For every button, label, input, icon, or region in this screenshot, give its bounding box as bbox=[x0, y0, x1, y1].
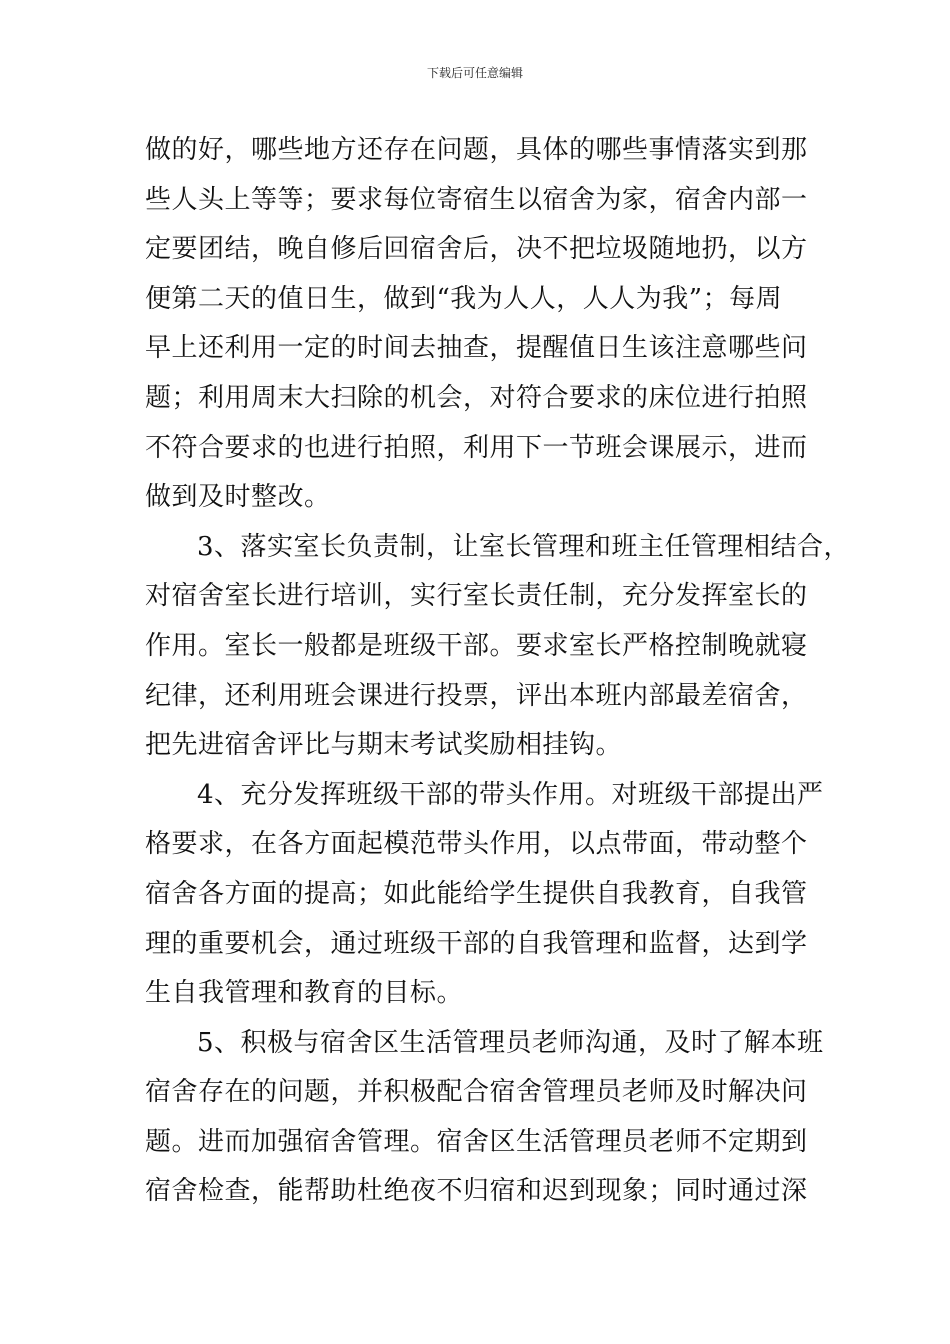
document-body bbox=[145, 126, 851, 1217]
page-header: 下载后可任意编辑 bbox=[426, 66, 523, 80]
text-line: 作用。室长一般都是班级干部。要求室长严格控制晚就寝 bbox=[145, 630, 808, 661]
text-line: 不符合要求的也进行拍照，利用下一节班会课展示，进而 bbox=[145, 432, 808, 463]
text-line: 生自我管理和教育的目标。 bbox=[145, 978, 464, 1009]
text-line: 把先进宿舍评比与期末考试奖励相挂钩。 bbox=[145, 730, 623, 761]
text-line: 题；利用周末大扫除的机会，对符合要求的床位进行拍照 bbox=[145, 382, 808, 413]
text-line: 宿舍存在的问题，并积极配合宿舍管理员老师及时解决问 bbox=[145, 1077, 808, 1108]
text-line: 宿舍各方面的提高；如此能给学生提供自我教育，自我管 bbox=[145, 878, 808, 909]
text-line: 早上还利用一定的时间去抽查，提醒值日生该注意哪些问 bbox=[145, 333, 808, 364]
text-line: 做到及时整改。 bbox=[145, 482, 331, 513]
text-line: 理的重要机会，通过班级干部的自我管理和监督，达到学 bbox=[145, 928, 808, 959]
text-line: 定要团结，晚自修后回宿舍后，决不把垃圾随地扔，以方 bbox=[145, 234, 808, 265]
text-line: 做的好，哪些地方还存在问题，具体的哪些事情落实到那 bbox=[145, 135, 808, 165]
text-line: 纪律，还利用班会课进行投票，评出本班内部最差宿舍， bbox=[145, 680, 808, 711]
text-line: 宿舍检查，能帮助杜绝夜不归宿和迟到现象；同时通过深 bbox=[145, 1176, 808, 1207]
text-line: 题。进而加强宿舍管理。宿舍区生活管理员老师不定期到 bbox=[145, 1126, 808, 1157]
paragraph-5-start: 5、积极与宿舍区生活管理员老师沟通，及时了解本班 bbox=[197, 1027, 824, 1058]
text-line: 便第二天的值日生，做到“我为人人，人人为我”；每周 bbox=[145, 283, 783, 314]
paragraph-3-start: 3、落实室长负责制，让室长管理和班主任管理相结合， bbox=[197, 531, 851, 562]
paragraph-4-start: 4、充分发挥班级干部的带头作用。对班级干部提出严 bbox=[197, 779, 824, 810]
text-line: 些人头上等等；要求每位寄宿生以宿舍为家，宿舍内部一 bbox=[145, 184, 808, 215]
text-line: 格要求，在各方面起模范带头作用，以点带面，带动整个 bbox=[145, 829, 808, 860]
text-line: 对宿舍室长进行培训，实行室长责任制，充分发挥室长的 bbox=[145, 581, 808, 612]
